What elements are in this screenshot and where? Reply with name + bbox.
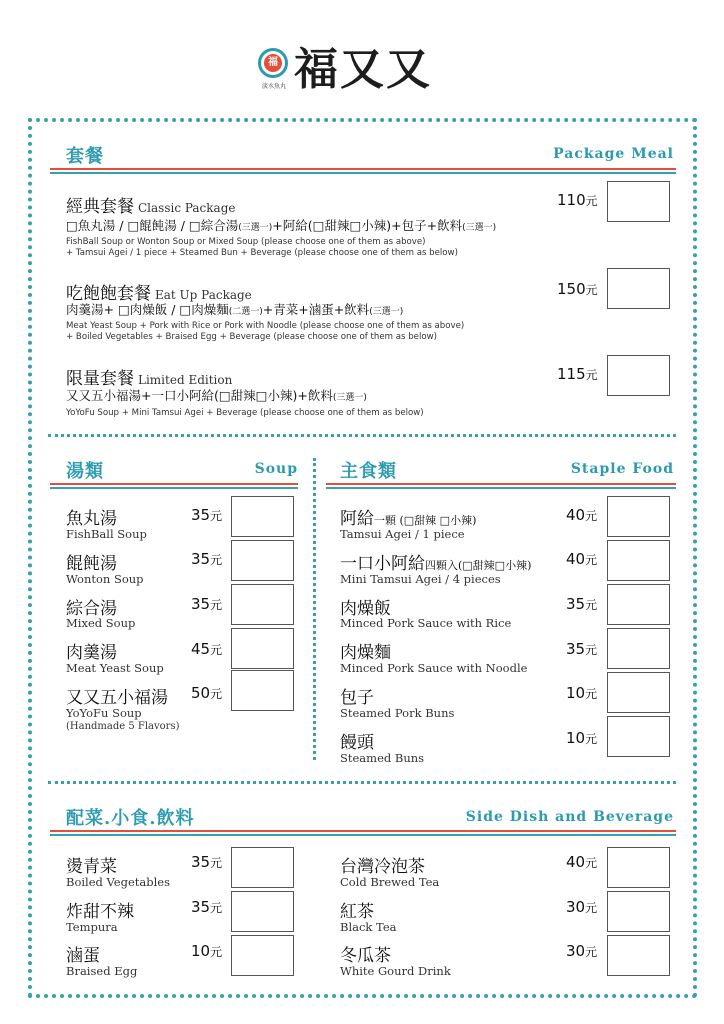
order-box[interactable] [231, 935, 294, 976]
rule-package [50, 168, 676, 174]
order-box[interactable] [607, 584, 670, 625]
menu-item-name: 冬瓜茶 [340, 946, 391, 966]
package-desc-en: YoYoFu Soup + Mini Tamsui Agei + Beverage (please choose one of them as below) [66, 408, 424, 418]
menu-item-name: 肉羹湯 [66, 643, 117, 663]
logo-seal-char: 福 [264, 54, 282, 72]
price: 35元 [191, 550, 223, 568]
menu-item-en: Tamsui Agei / 1 piece [340, 527, 465, 541]
section-title-package-en: Package Meal [553, 146, 674, 162]
menu-item-en: Tempura [66, 920, 118, 934]
section-title-staple: 主食類 [340, 461, 397, 482]
price: 35元 [566, 640, 598, 658]
order-box[interactable] [231, 670, 294, 711]
section-title-soup: 湯類 [66, 461, 104, 482]
package-desc: □魚丸湯 / □餛飩湯 / □綜合湯(三選一)+阿給(□甜辣□小辣)+包子+飲料(三選一) [66, 218, 497, 233]
menu-item-en: Wonton Soup [66, 572, 144, 586]
order-box[interactable] [231, 847, 294, 888]
menu-item-en: Minced Pork Sauce with Noodle [340, 661, 528, 675]
package-name: 吃飽飽套餐 Eat Up Package [66, 284, 252, 304]
menu-item-en: Mixed Soup [66, 616, 136, 630]
menu-item-name: 台灣冷泡茶 [340, 857, 425, 877]
menu-item-name: 燙青菜 [66, 857, 117, 877]
order-box[interactable] [607, 672, 670, 713]
price: 35元 [191, 898, 223, 916]
price: 10元 [566, 729, 598, 747]
menu-item-en: YoYoFu Soup [66, 706, 142, 720]
order-box[interactable] [607, 716, 670, 757]
divider-side [48, 781, 676, 784]
menu-item-name: 一口小阿給四顆入(□甜辣□小辣) [340, 554, 532, 574]
price: 40元 [566, 550, 598, 568]
price: 30元 [566, 942, 598, 960]
logo [0, 44, 724, 104]
order-box[interactable] [607, 847, 670, 888]
price: 35元 [191, 595, 223, 613]
menu-item-name: 饅頭 [340, 733, 374, 753]
section-title-side: 配菜.小食.飲料 [66, 808, 195, 829]
price: 115元 [557, 365, 598, 383]
menu-item-name: 滷蛋 [66, 946, 100, 966]
price: 40元 [566, 506, 598, 524]
price: 40元 [566, 853, 598, 871]
order-box[interactable] [231, 496, 294, 537]
package-desc-en: + Tamsui Agei / 1 piece + Steamed Bun + Beverage (please choose one of them as below) [66, 248, 458, 258]
section-title-soup-en: Soup [254, 461, 298, 477]
logo-seal [258, 48, 288, 78]
menu-item-name: 餛飩湯 [66, 554, 117, 574]
order-box[interactable] [607, 496, 670, 537]
menu-item-en: Braised Egg [66, 964, 138, 978]
divider-vertical [313, 458, 316, 760]
package-desc: 又又五小福湯+一口小阿給(□甜辣□小辣)+飲料(三選一) [66, 388, 367, 403]
order-box[interactable] [607, 181, 670, 222]
price: 35元 [191, 506, 223, 524]
package-desc-en: FishBall Soup or Wonton Soup or Mixed Soup (please choose one of them as above) [66, 237, 426, 247]
package-desc-en: + Boiled Vegetables + Braised Egg + Beverage (please choose one of them as below) [66, 332, 437, 342]
menu-item-name: 紅茶 [340, 902, 374, 922]
menu-item-en: Boiled Vegetables [66, 875, 170, 889]
price: 110元 [557, 191, 598, 209]
menu-item-note: (Handmade 5 Flavors) [66, 721, 180, 732]
menu-item-name: 又又五小福湯 [66, 688, 168, 708]
price: 50元 [191, 684, 223, 702]
menu-item-name: 阿給一顆 (□甜辣 □小辣) [340, 509, 477, 529]
menu-item-en: Meat Yeast Soup [66, 661, 164, 675]
price: 150元 [557, 280, 598, 298]
price: 30元 [566, 898, 598, 916]
order-box[interactable] [607, 355, 670, 396]
menu-item-name: 炸甜不辣 [66, 902, 134, 922]
order-box[interactable] [231, 891, 294, 932]
price: 10元 [191, 942, 223, 960]
section-title-package: 套餐 [66, 146, 104, 167]
section-title-staple-en: Staple Food [570, 461, 674, 477]
menu-item-name: 綜合湯 [66, 599, 117, 619]
order-box[interactable] [607, 268, 670, 309]
order-box[interactable] [607, 891, 670, 932]
menu-item-name: 包子 [340, 688, 374, 708]
rule-side [50, 830, 676, 836]
menu-item-name: 肉燥麵 [340, 643, 391, 663]
menu-item-en: Cold Brewed Tea [340, 875, 440, 889]
package-name: 經典套餐 Classic Package [66, 197, 236, 217]
rule-staple [326, 483, 676, 489]
section-title-side-en: Side Dish and Beverage [465, 809, 674, 825]
order-box[interactable] [231, 584, 294, 625]
order-box[interactable] [607, 628, 670, 669]
menu-item-en: Minced Pork Sauce with Rice [340, 616, 512, 630]
rule-soup [50, 483, 298, 489]
order-box[interactable] [607, 540, 670, 581]
menu-item-name: 魚丸湯 [66, 509, 117, 529]
package-desc: 肉羹湯+ □肉燥飯 / □肉燥麵(二選一)+青菜+滷蛋+飲料(三選一) [66, 302, 404, 317]
menu-item-en: Steamed Pork Buns [340, 706, 455, 720]
order-box[interactable] [231, 540, 294, 581]
package-desc-en: Meat Yeast Soup + Pork with Rice or Pork with Noodle (please choose one of them as above) [66, 321, 465, 331]
menu-item-en: Steamed Buns [340, 751, 425, 765]
menu-item-en: Black Tea [340, 920, 397, 934]
menu-item-en: Mini Tamsui Agei / 4 pieces [340, 572, 501, 586]
order-box[interactable] [607, 935, 670, 976]
package-name: 限量套餐 Limited Edition [66, 369, 233, 389]
order-box[interactable] [231, 628, 294, 669]
logo-subtitle: 淡水魚丸 [261, 83, 286, 90]
price: 35元 [566, 595, 598, 613]
menu-item-en: White Gourd Drink [340, 964, 451, 978]
price: 35元 [191, 853, 223, 871]
price: 45元 [191, 640, 223, 658]
divider-package [48, 434, 676, 437]
price: 10元 [566, 684, 598, 702]
menu-item-en: FishBall Soup [66, 527, 147, 541]
menu-item-name: 肉燥飯 [340, 599, 391, 619]
logo-name: 福又又 [294, 44, 432, 95]
